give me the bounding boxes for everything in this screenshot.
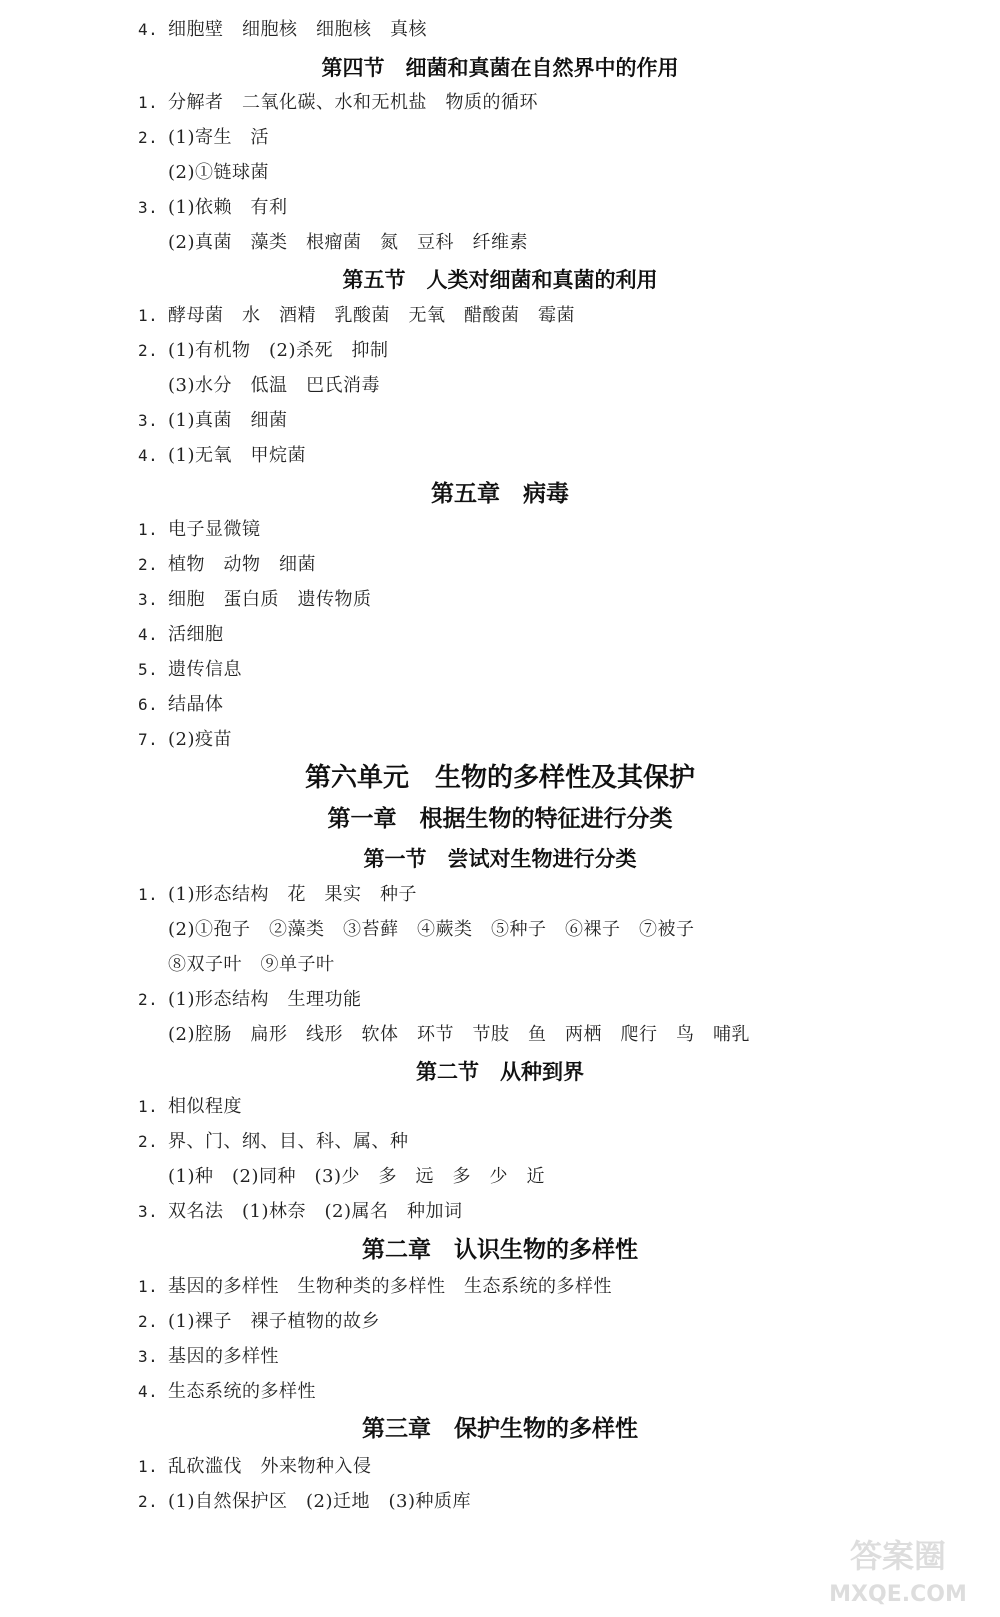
answer-line: 2. (1)寄生 活 bbox=[138, 127, 269, 148]
answer-subline: (2)真菌 藻类 根瘤菌 氮 豆科 纤维素 bbox=[168, 232, 528, 253]
answer-line: 3. 基因的多样性 bbox=[138, 1346, 279, 1367]
answer-line: 4. 活细胞 bbox=[138, 624, 224, 645]
chapter-heading: 第五章 病毒 bbox=[431, 481, 569, 507]
section-heading: 第四节 细菌和真菌在自然界中的作用 bbox=[321, 56, 679, 80]
answer-line: 3. 双名法 (1)林奈 (2)属名 种加词 bbox=[138, 1201, 463, 1222]
answer-line: 1. (1)形态结构 花 果实 种子 bbox=[138, 884, 417, 905]
answer-line: 4. 细胞壁 细胞核 细胞核 真核 bbox=[138, 19, 427, 40]
answer-line: 3. 细胞 蛋白质 遗传物质 bbox=[138, 589, 372, 610]
chapter-heading: 第一章 根据生物的特征进行分类 bbox=[327, 806, 673, 832]
section-heading: 第五节 人类对细菌和真菌的利用 bbox=[342, 268, 658, 292]
answer-line: 1. 乱砍滥伐 外来物种入侵 bbox=[138, 1456, 372, 1477]
unit-heading: 第六单元 生物的多样性及其保护 bbox=[304, 763, 695, 793]
answer-line: 2. 界、门、纲、目、科、属、种 bbox=[138, 1131, 409, 1152]
answer-line: 7. (2)疫苗 bbox=[138, 729, 232, 750]
answer-subline: (3)水分 低温 巴氏消毒 bbox=[168, 375, 380, 396]
answer-line: 2. (1)形态结构 生理功能 bbox=[138, 989, 362, 1010]
answer-line: 1. 电子显微镜 bbox=[138, 519, 261, 540]
answer-line: 1. 基因的多样性 生物种类的多样性 生态系统的多样性 bbox=[138, 1276, 612, 1297]
answer-line: 4. 生态系统的多样性 bbox=[138, 1381, 316, 1402]
chapter-heading: 第二章 认识生物的多样性 bbox=[362, 1237, 638, 1263]
answer-line: 2. (1)自然保护区 (2)迁地 (3)种质库 bbox=[138, 1491, 471, 1512]
watermark-bottom-text: MXQE.COM bbox=[829, 1582, 967, 1607]
answer-subline: (2)腔肠 扁形 线形 软体 环节 节肢 鱼 两栖 爬行 鸟 哺乳 bbox=[168, 1024, 750, 1045]
answer-line: 1. 相似程度 bbox=[138, 1096, 242, 1117]
chapter-heading: 第三章 保护生物的多样性 bbox=[362, 1416, 638, 1442]
answer-line: 1. 酵母菌 水 酒精 乳酸菌 无氧 醋酸菌 霉菌 bbox=[138, 305, 575, 326]
answer-line: 3. (1)依赖 有利 bbox=[138, 197, 288, 218]
section-heading: 第一节 尝试对生物进行分类 bbox=[363, 847, 637, 871]
section-heading: 第二节 从种到界 bbox=[416, 1060, 584, 1084]
watermark-top-text: 答案圈 bbox=[849, 1537, 947, 1575]
answer-line: 3. (1)真菌 细菌 bbox=[138, 410, 288, 431]
answer-line: 2. (1)有机物 (2)杀死 抑制 bbox=[138, 340, 389, 361]
answer-line: 4. (1)无氧 甲烷菌 bbox=[138, 445, 306, 466]
answer-subline: (2)①孢子 ②藻类 ③苔藓 ④蕨类 ⑤种子 ⑥裸子 ⑦被子 bbox=[168, 919, 695, 940]
answer-line: 1. 分解者 二氧化碳、水和无机盐 物质的循环 bbox=[138, 92, 538, 113]
answer-line: 5. 遗传信息 bbox=[138, 659, 242, 680]
answer-line: 6. 结晶体 bbox=[138, 694, 224, 715]
watermark-logo bbox=[808, 1529, 988, 1609]
answer-subline: (2)①链球菌 bbox=[168, 162, 269, 183]
answer-line: 2. (1)裸子 裸子植物的故乡 bbox=[138, 1311, 380, 1332]
answer-subline: ⑧双子叶 ⑨单子叶 bbox=[168, 954, 335, 975]
answer-line: 2. 植物 动物 细菌 bbox=[138, 554, 316, 575]
answer-subline: (1)种 (2)同种 (3)少 多 远 多 少 近 bbox=[168, 1166, 545, 1187]
